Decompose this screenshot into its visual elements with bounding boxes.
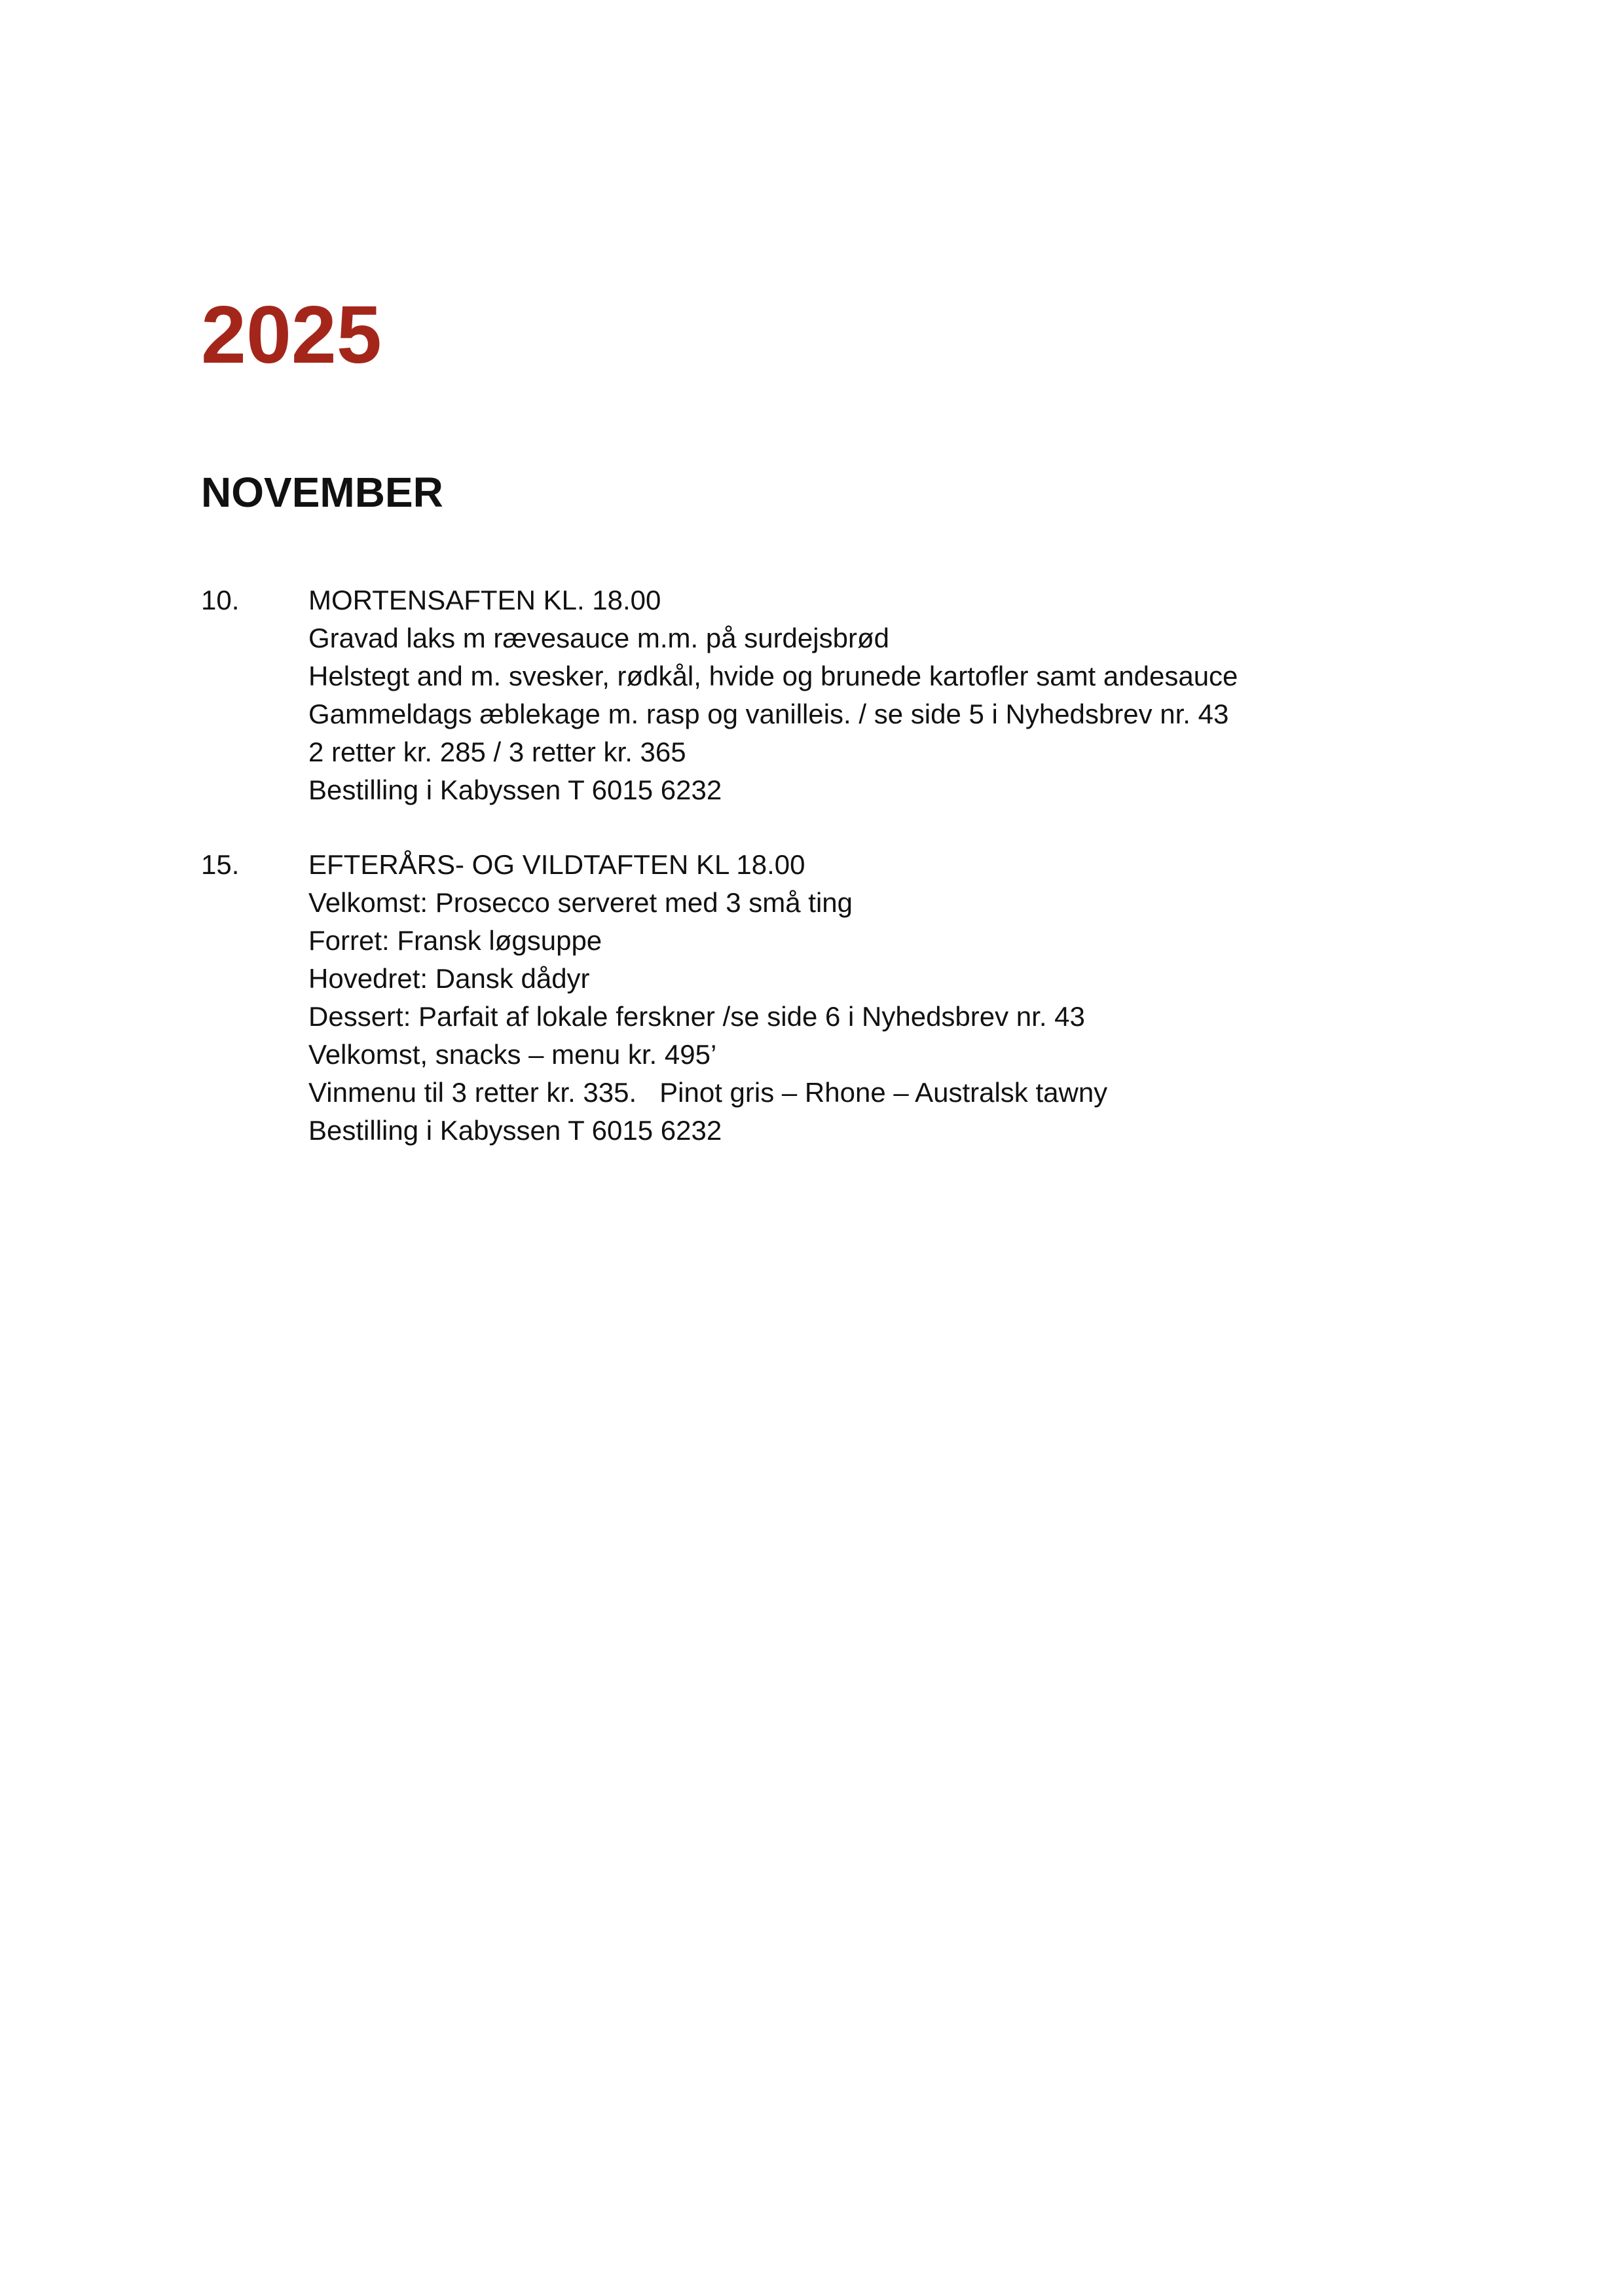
event-price: Vinmenu til 3 retter kr. 335. Pinot gris – Rhone – Australsk tawny bbox=[308, 1077, 1108, 1108]
event-title: EFTERÅRS- OG VILDTAFTEN KL 18.00 bbox=[308, 849, 805, 880]
event-line: Forret: Fransk løgsuppe bbox=[308, 925, 602, 956]
event-line: Gravad laks m rævesauce m.m. på surdejsbrød bbox=[308, 623, 889, 653]
event-title: MORTENSAFTEN KL. 18.00 bbox=[308, 585, 661, 615]
event-booking: Bestilling i Kabyssen T 6015 6232 bbox=[308, 774, 722, 805]
year-heading: 2025 bbox=[201, 290, 382, 380]
event-line: Dessert: Parfait af lokale ferskner /se side 6 i Nyhedsbrev nr. 43 bbox=[308, 1001, 1085, 1032]
event-line: Helstegt and m. svesker, rødkål, hvide og brunede kartofler samt andesauce bbox=[308, 661, 1238, 691]
event-line: Gammeldags æblekage m. rasp og vanilleis. / se side 5 i Nyhedsbrev nr. 43 bbox=[308, 699, 1229, 729]
event-details bbox=[308, 581, 1238, 809]
event-date: 10. bbox=[201, 585, 240, 615]
event-line: Hovedret: Dansk dådyr bbox=[308, 963, 590, 994]
event-date: 15. bbox=[201, 849, 240, 880]
event-line: Velkomst: Prosecco serveret med 3 små ting bbox=[308, 887, 853, 918]
event-price: Velkomst, snacks – menu kr. 495’ bbox=[308, 1039, 717, 1070]
event-booking: Bestilling i Kabyssen T 6015 6232 bbox=[308, 1115, 722, 1146]
event-details bbox=[308, 846, 1107, 1150]
month-heading: NOVEMBER bbox=[201, 469, 443, 516]
event-price: 2 retter kr. 285 / 3 retter kr. 365 bbox=[308, 737, 686, 767]
